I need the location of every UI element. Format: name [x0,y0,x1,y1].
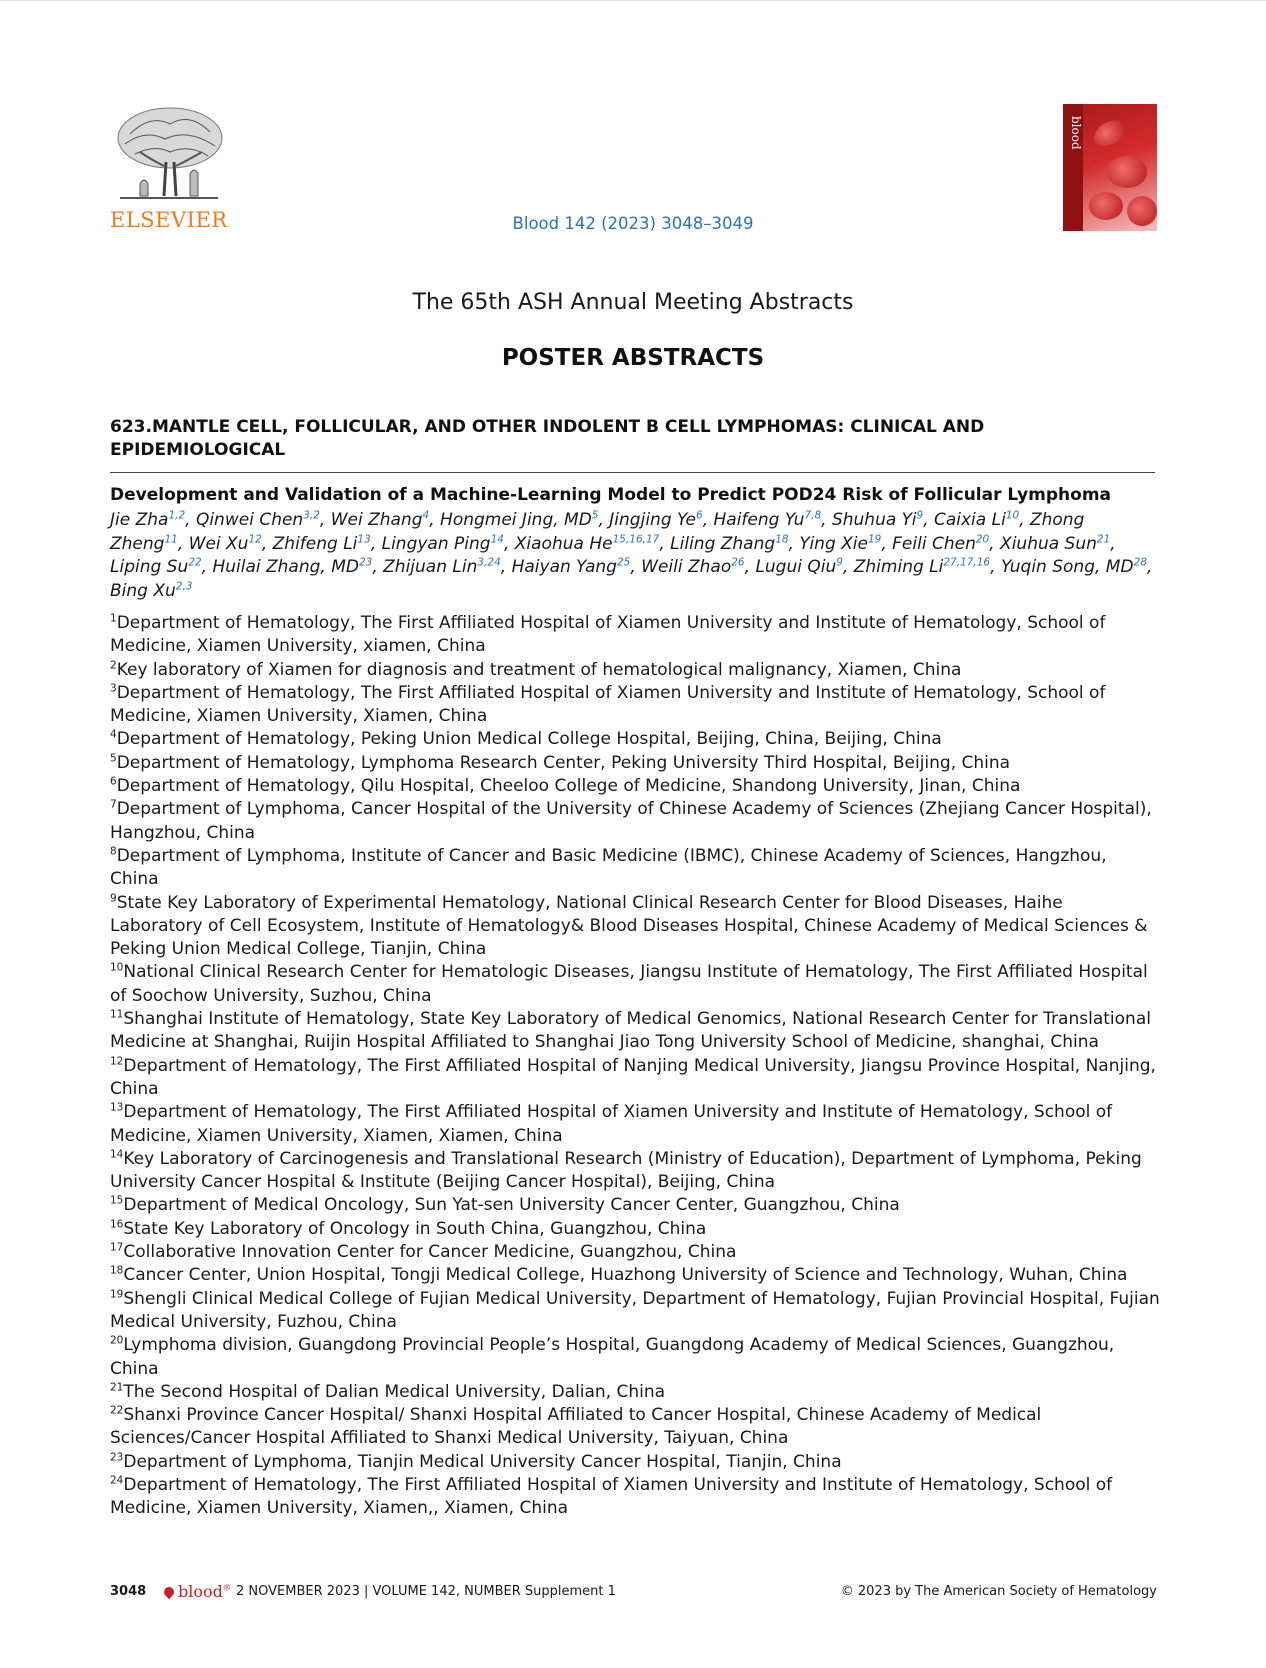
author-affiliation-ref[interactable]: 21 [1096,532,1111,545]
affiliation-text: Department of Medical Oncology, Sun Yat-sen University Cancer Center, Guangzhou, China [123,1195,900,1216]
affiliation-list [110,612,1160,1521]
affiliation-number: 1 [110,612,117,625]
affiliation-number: 14 [110,1148,124,1161]
author-affiliation-ref[interactable]: 23 [358,556,373,569]
author-name: Ying Xie [799,533,868,554]
affiliation-number: 16 [110,1218,124,1231]
author-affiliation-ref[interactable]: 20 [975,532,990,545]
affiliation-text: Department of Hematology, Lymphoma Research Center, Peking University Third Hospital, Beijing, China [116,752,1011,773]
author-affiliation-ref[interactable]: 3,2 [303,509,320,522]
affiliation-item [110,1334,1160,1381]
affiliation-item [110,1194,1160,1217]
session-category [110,416,1010,462]
affiliation-text: Department of Hematology, Qilu Hospital, Cheeloo College of Medicine, Shandong University, Jinan, China [116,776,1021,797]
author-affiliation-ref[interactable]: 18 [775,532,789,545]
red-cell-shape [1127,196,1157,226]
author-name: Caixia Li [933,510,1006,530]
affiliation-text: State Key Laboratory of Experimental Hematology, National Clinical Research Center for Blood Diseases, Haihe Laboratory of Cell Ecosystem, Institute of Hematology& Blood Diseases Hospital, Chinese Academy of Medical Sciences & Peking Union Medical College, Tianjin, China [110,892,1148,960]
affiliation-number: 11 [110,1008,124,1021]
affiliation-text: Collaborative Innovation Center for Cancer Medicine, Guangzhou, China [123,1242,737,1263]
article-title: Development and Validation of a Machine-Learning Model to Predict POD24 Risk of Follicular Lymphoma [110,485,1112,505]
author-name: Hongmei Jing, MD [440,510,592,530]
affiliation-text: Department of Lymphoma, Cancer Hospital of the University of Chinese Academy of Sciences (Zhejiang Cancer Hospital), Hangzhou, China [110,799,1152,843]
author-affiliation-ref[interactable]: 5 [591,509,599,522]
affiliation-number: 2 [110,658,117,671]
author-affiliation-ref[interactable]: 1,2 [168,509,186,522]
author-list: Jie Zha$^{1,2}$, Qinwei Chen$^{3,2}$, Wei Zhang$^4$, Hongmei Jing, $MD^5$, Jingjing Ye$^6$, Haifeng Yu$^{7,8}$, Shuhua Yi$^9$, Caixia Li$^{10}$, Zhong Zheng$^{11}$, Wei Xu$^{12}$, Zhifeng Li$^{13}$, Lingyan Ping$^{14}$, Xiaohua He$^{15,16,17}$, Liling Zhang$^{18}$, Ying Xie$^{19}$, Feili Chen$^{20}$, Xiuhua Sun$^{21}$, Liping Su$^{22}$, Huilai Zhang, MD$^{23}$, Zhijuan Lin$^{3,24}$, Haiyan Yang$^{25}$, Weili Zhao$^{26}$, Lugui Qiu$^9$, Zhiming Li$^{27,17,16}$, Yuqin Song, MD$^{28}$, Bing Xu$^{2,3}$ [110,509,1153,601]
affiliation-number: 20 [110,1334,124,1347]
affiliation-text: Shanghai Institute of Hematology, State Key Laboratory of Medical Genomics, National Research Center for Translational Medicine at Shanghai, Ruijin Hospital Affiliated to Shanghai Jiao Tong University School of Medicine, shanghai, China [110,1009,1151,1053]
author-name: Zhong Zheng [110,510,1085,554]
session-category-line: EPIDEMIOLOGICAL [110,440,286,460]
affiliation-number: 21 [110,1381,124,1394]
author-affiliation-ref[interactable]: 12 [248,532,262,545]
affiliation-item [110,1218,1160,1241]
affiliation-item [110,1148,1160,1195]
red-cell-shape [1090,115,1130,151]
affiliation-number: 15 [110,1194,124,1207]
affiliation-number: 10 [110,961,124,974]
affiliation-number: 6 [110,775,117,788]
affiliation-item [110,1404,1160,1451]
author-affiliation-ref[interactable]: 9 [916,509,924,522]
affiliation-text: Department of Lymphoma, Institute of Cancer and Basic Medicine (IBMC), Chinese Academy of Sciences, Hangzhou, China [110,845,1107,890]
page-number: 3048 [110,1584,147,1599]
red-cell-shape [1107,156,1147,188]
affiliation-text: Cancer Center, Union Hospital, Tongji Medical College, Huazhong University of Science and Technology, Wuhan, China [123,1265,1128,1286]
affiliation-number: 5 [110,752,117,765]
author-name: Zhiming Li [853,557,944,577]
affiliation-item [110,1055,1160,1102]
author-name: Xiaohua He [514,533,613,554]
affiliation-item [110,1008,1160,1055]
affiliation-item [110,728,1160,751]
affiliation-text: Department of Hematology, The First Affiliated Hospital of Xiamen University and Institute of Hematology, School of Medicine, Xiamen University, Xiamen,, Xiamen, China [110,1474,1113,1519]
author-name: Jie Zha [110,510,169,530]
author-affiliation-ref[interactable]: 7,8 [804,509,822,522]
affiliation-text: Key Laboratory of Carcinogenesis and Translational Research (Ministry of Education), Department of Lymphoma, Peking University Cancer Hospital & Institute (Beijing Cancer Hospital), Beijing, China [110,1148,1142,1193]
section-divider [110,472,1155,473]
author-affiliation-ref[interactable]: 3,24 [477,556,501,569]
affiliation-number: 12 [110,1054,124,1067]
author-name: Lugui Qiu [755,557,837,577]
meeting-title: The 65th ASH Annual Meeting Abstracts [412,290,854,315]
footer-brand-name: blood [178,1582,223,1601]
journal-cover-image [1063,104,1157,231]
affiliation-number: 4 [110,728,117,741]
affiliation-item [110,1288,1160,1335]
affiliation-item [110,682,1160,729]
author-affiliation-ref[interactable]: 22 [188,556,202,569]
author-affiliation-ref[interactable]: 26 [731,556,745,569]
affiliation-text: National Clinical Research Center for Hematologic Diseases, Jiangsu Institute of Hematology, The First Affiliated Hospital of Soochow University, Suzhou, China [110,962,1148,1006]
page-footer [110,1582,1157,1604]
affiliation-item [110,659,1160,682]
author-name: Liping Su [110,557,189,577]
affiliation-text: Department of Hematology, The First Affiliated Hospital of Xiamen University and Institute of Hematology, School of Medicine, Xiamen University, Xiamen, China [110,682,1106,727]
author-affiliation-ref[interactable]: 9 [836,556,843,569]
blood-drop-icon [162,1585,176,1599]
publisher-name: ELSEVIER [110,208,228,232]
issue-info: 2 NOVEMBER 2023 | VOLUME 142, NUMBER Supplement 1 [236,1584,616,1599]
author-affiliation-ref[interactable]: 10 [1005,509,1020,522]
author-affiliation-ref[interactable]: 15,16,17 [612,532,660,545]
affiliation-text: Department of Lymphoma, Tianjin Medical University Cancer Hospital, Tianjin, China [123,1451,842,1472]
affiliation-number: 17 [110,1241,124,1254]
affiliation-text: Department of Hematology, Peking Union Medical College Hospital, Beijing, China, Beijing, China [116,729,942,750]
author-name: Zhijuan Lin [383,557,478,577]
affiliation-text: Department of Hematology, The First Affiliated Hospital of Xiamen University and Institute of Hematology, School of Medicine, Xiamen University, Xiamen, Xiamen, China [110,1102,1113,1146]
affiliation-text: Shanxi Province Cancer Hospital/ Shanxi Hospital Affiliated to Cancer Hospital, Chinese Academy of Medical Sciences/Cancer Hospital Affiliated to Shanxi Medical University, Taiyuan, China [110,1405,1042,1449]
affiliation-item [110,1241,1160,1264]
author-affiliation-ref[interactable]: 28 [1133,556,1147,569]
affiliation-item [110,775,1160,798]
author-affiliation-ref[interactable]: 19 [867,532,882,545]
affiliation-item [110,612,1160,659]
author-name: Shuhua Yi [831,510,917,530]
author-name: Lingyan Ping [381,533,491,554]
affiliation-item [110,845,1160,892]
affiliation-item [110,752,1160,775]
affiliation-number: 9 [110,891,117,904]
affiliation-item [110,1264,1160,1287]
affiliation-item [110,1451,1160,1474]
affiliation-number: 18 [110,1264,124,1277]
author-name: Wei Xu [188,533,249,554]
affiliation-item [110,798,1160,845]
affiliation-number: 19 [110,1287,124,1300]
author-name: Feili Chen [892,533,976,554]
affiliation-text: The Second Hospital of Dalian Medical University, Dalian, China [123,1381,666,1402]
affiliation-item [110,1381,1160,1404]
affiliation-text: Department of Hematology, The First Affiliated Hospital of Nanjing Medical University, Jiangsu Province Hospital, Nanjing, China [110,1055,1156,1099]
author-affiliation-ref[interactable]: 13 [357,532,371,545]
author-name: Jingjing Ye [609,510,696,530]
red-cell-shape [1089,192,1123,220]
author-name: Haiyan Yang [511,557,617,577]
author-affiliation-ref[interactable]: 25 [616,556,631,569]
author-name: Xiuhua Sun [1000,533,1097,554]
author-name: Wei Zhang [330,510,423,530]
affiliation-text: Key laboratory of Xiamen for diagnosis and treatment of hematological malignancy, Xiamen, China [116,659,962,680]
cover-title: blood [1069,116,1083,150]
author-affiliation-ref[interactable]: 6 [696,509,703,522]
author-affiliation-ref[interactable]: 4 [422,509,430,522]
affiliation-number: 22 [110,1404,124,1417]
copyright-notice: © 2023 by The American Society of Hematology [840,1584,1157,1599]
affiliation-number: 23 [110,1451,124,1464]
affiliation-number: 8 [110,845,117,858]
blood-footer-logo [164,1582,231,1601]
author-name: Haifeng Yu [713,510,805,530]
author-affiliation-ref[interactable]: 2,3 [175,579,193,592]
author-name: Yuqin Song, MD [1000,557,1134,577]
affiliation-text: Department of Hematology, The First Affiliated Hospital of Xiamen University and Institute of Hematology, School of Medicine, Xiamen University, xiamen, China [110,613,1106,657]
affiliation-number: 24 [110,1474,124,1487]
author-name: Zhifeng Li [272,533,358,554]
author-affiliation-ref[interactable]: 14 [490,532,504,545]
author-name: Huilai Zhang, MD [212,557,359,577]
affiliation-text: State Key Laboratory of Oncology in South China, Guangzhou, China [123,1218,707,1239]
affiliation-item [110,892,1160,962]
affiliation-number: 13 [110,1101,124,1114]
affiliation-text: Shengli Clinical Medical College of Fujian Medical University, Department of Hematology, Fujian Provincial Hospital, Fujian Medical University, Fuzhou, China [110,1288,1160,1332]
journal-reference-link[interactable]: Blood 142 (2023) 3048–3049 [512,214,754,233]
author-name: Qinwei Chen [195,510,304,530]
top-border [0,0,1266,1]
author-name: Bing Xu [110,580,176,601]
affiliation-text: Lymphoma division, Guangdong Provincial People’s Hospital, Guangdong Academy of Medical Sciences, Guangzhou, China [110,1335,1115,1379]
author-affiliation-ref[interactable]: 11 [164,532,178,545]
author-name: Liling Zhang [670,533,776,554]
affiliation-item [110,1474,1160,1521]
affiliation-number: 7 [110,798,117,811]
author-affiliation-ref[interactable]: 27,17,16 [943,556,991,569]
author-name: Weili Zhao [641,557,732,577]
registered-mark: ® [222,1583,231,1593]
section-heading: POSTER ABSTRACTS [501,345,765,371]
affiliation-number: 3 [110,682,117,695]
session-category-line: 623.MANTLE CELL, FOLLICULAR, AND OTHER INDOLENT B CELL LYMPHOMAS: CLINICAL AND [110,417,985,437]
affiliation-item [110,1101,1160,1148]
affiliation-item [110,961,1160,1008]
